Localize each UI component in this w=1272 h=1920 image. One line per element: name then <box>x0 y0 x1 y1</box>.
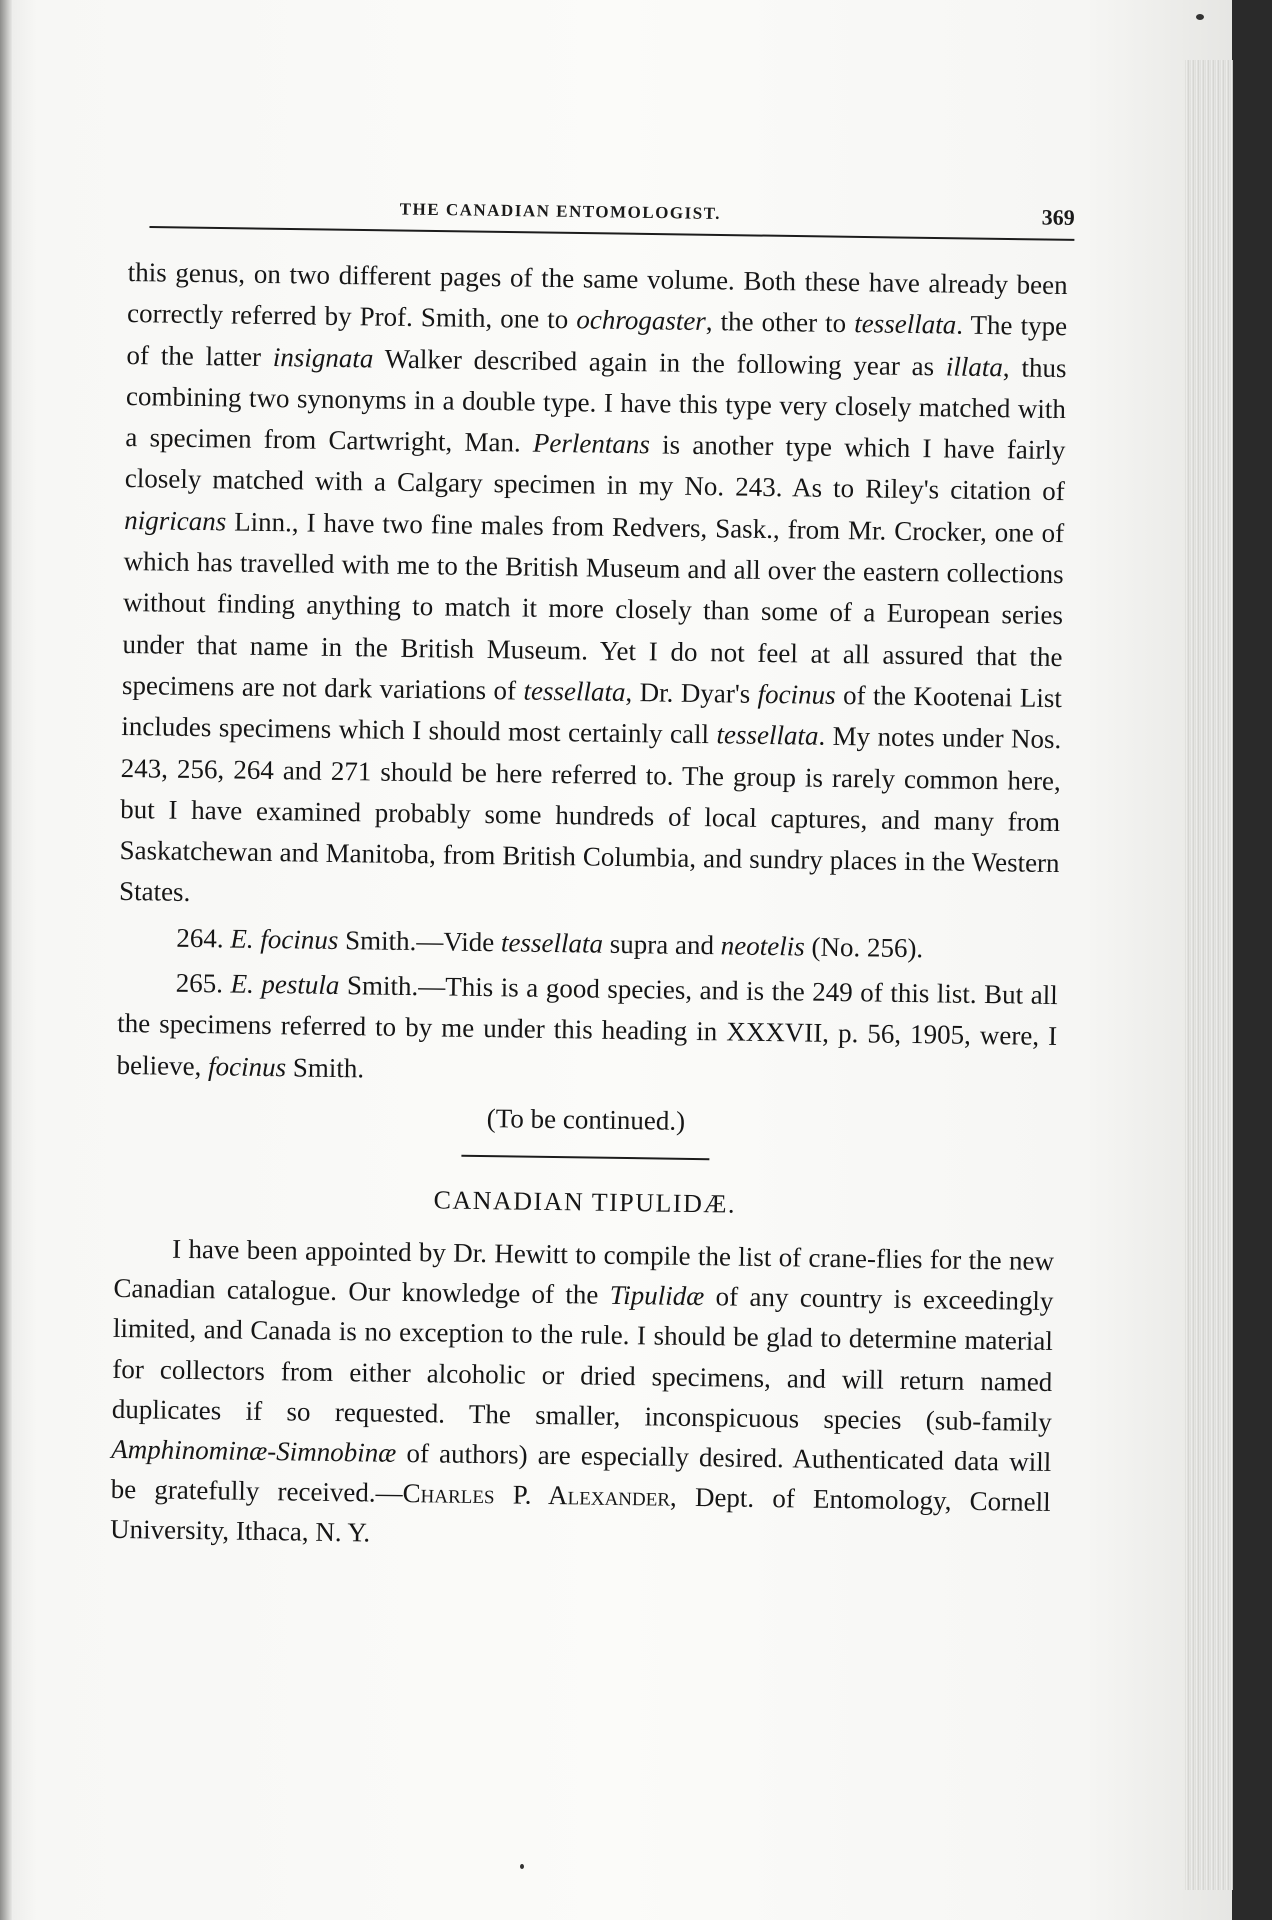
species-name: tessellata <box>523 675 626 707</box>
species-name: Perlentans <box>532 427 651 460</box>
species-name: illata <box>945 351 1004 382</box>
page-number: 369 <box>1041 204 1075 230</box>
text-run: , the other to <box>705 306 855 339</box>
species-name: tessellata <box>854 308 957 340</box>
species-name: ochrogaster <box>576 304 707 337</box>
text-run: Linn., I have two fine males from Redvers, Sask., from Mr. Crocker, one of which has travelled with me to the British Museum and all over the eastern collections without finding anything to match it more closely than some of a European series under that name in the British Museum. Yet I do not feel at all assured that the specimens are not dark variations of <box>121 506 1065 706</box>
species-name: nigricans <box>124 504 227 537</box>
text-run: , thus combining two synonyms in a double type. I have this type very closely matched with a specimen from Cartwright, Man. <box>125 351 1067 458</box>
section-divider <box>461 1155 709 1160</box>
species-name: E. pestula <box>230 968 340 1001</box>
text-run: (No. 256). <box>804 931 924 963</box>
text-run: , Dept. of Entomology, Cornell University, Ithaca, N. Y. <box>109 1481 1051 1548</box>
text-run: Smith.—This is a good species, and is the 249 of this list. But all the specimens referred to by me under this heading in XXXVII, p. 56, 1905, were, I believe, <box>116 970 1058 1081</box>
species-name: neotelis <box>720 930 805 962</box>
text-run: , Dr. Dyar's <box>625 676 758 709</box>
continued-note: (To be continued.) <box>486 1103 686 1136</box>
species-name: tessellata <box>716 719 819 751</box>
binding-shadow <box>0 0 12 1920</box>
notice-paragraph <box>110 1228 1054 1563</box>
text-run: of the Kootenai List includes specimens which I should most certainly call <box>121 679 1063 750</box>
text-run: I have been appointed by Dr. Hewitt to compile the list of crane-flies for the new Canadian catalogue. Our knowledge of the <box>113 1233 1055 1310</box>
text-run: Smith.—Vide <box>338 924 502 958</box>
species-name: E. focinus <box>230 923 339 955</box>
author-signature: Charles P. Alexander <box>402 1478 671 1512</box>
entry-number: 265. <box>175 967 231 999</box>
species-entry-264 <box>118 917 1058 971</box>
paragraph-genus-discussion <box>119 252 1068 926</box>
print-speck <box>1196 14 1204 20</box>
text-run: Walker described again in the following year as <box>373 343 947 382</box>
text-run: of any country is exceedingly limited, and Canada is no exception to the rule. I should be glad to determine material for collectors from either alcoholic or dried specimens, and will return named duplicates if so requested. The smaller, inconspicuous species (sub-family <box>111 1281 1054 1437</box>
text-run: this genus, on two different pages of the same volume. Both these have already been correctly referred by Prof. Smith, one to <box>126 256 1068 335</box>
species-name: tessellata <box>500 927 604 959</box>
print-speck <box>520 1864 524 1869</box>
text-run: is another type which I have fairly closely matched with a Calgary specimen in my No. 243. As to Riley's citation of <box>124 429 1066 507</box>
journal-title: THE CANADIAN ENTOMOLOGIST. <box>399 199 722 223</box>
species-name: focinus <box>757 678 836 710</box>
entry-number: 264. <box>176 922 231 954</box>
species-name: insignata <box>272 341 374 374</box>
species-name: focinus <box>207 1050 287 1082</box>
text-run: . My notes under Nos. 243, 256, 264 and 271 should be here referred to. The group is rarely common here, but I have examined probably some hundreds of local captures, and many from Saskatchewan and Manitoba, from British Columbia, and sundry places in the Western States. <box>118 720 1062 908</box>
text-run: of authors) are especially desired. Authenticated data will be gratefully received.— <box>110 1437 1052 1509</box>
species-entry-265 <box>116 962 1058 1099</box>
taxon-name: Amphinominæ-Simnobinæ <box>111 1433 397 1468</box>
section-heading: CANADIAN TIPULIDÆ. <box>433 1185 737 1219</box>
page-edges <box>1185 60 1233 1890</box>
taxon-name: Tipulidæ <box>609 1279 705 1312</box>
text-run: supra and <box>602 928 721 961</box>
text-run: . The type of the latter <box>126 309 1068 372</box>
text-block <box>110 252 1068 1563</box>
text-run: Smith. <box>285 1051 365 1084</box>
